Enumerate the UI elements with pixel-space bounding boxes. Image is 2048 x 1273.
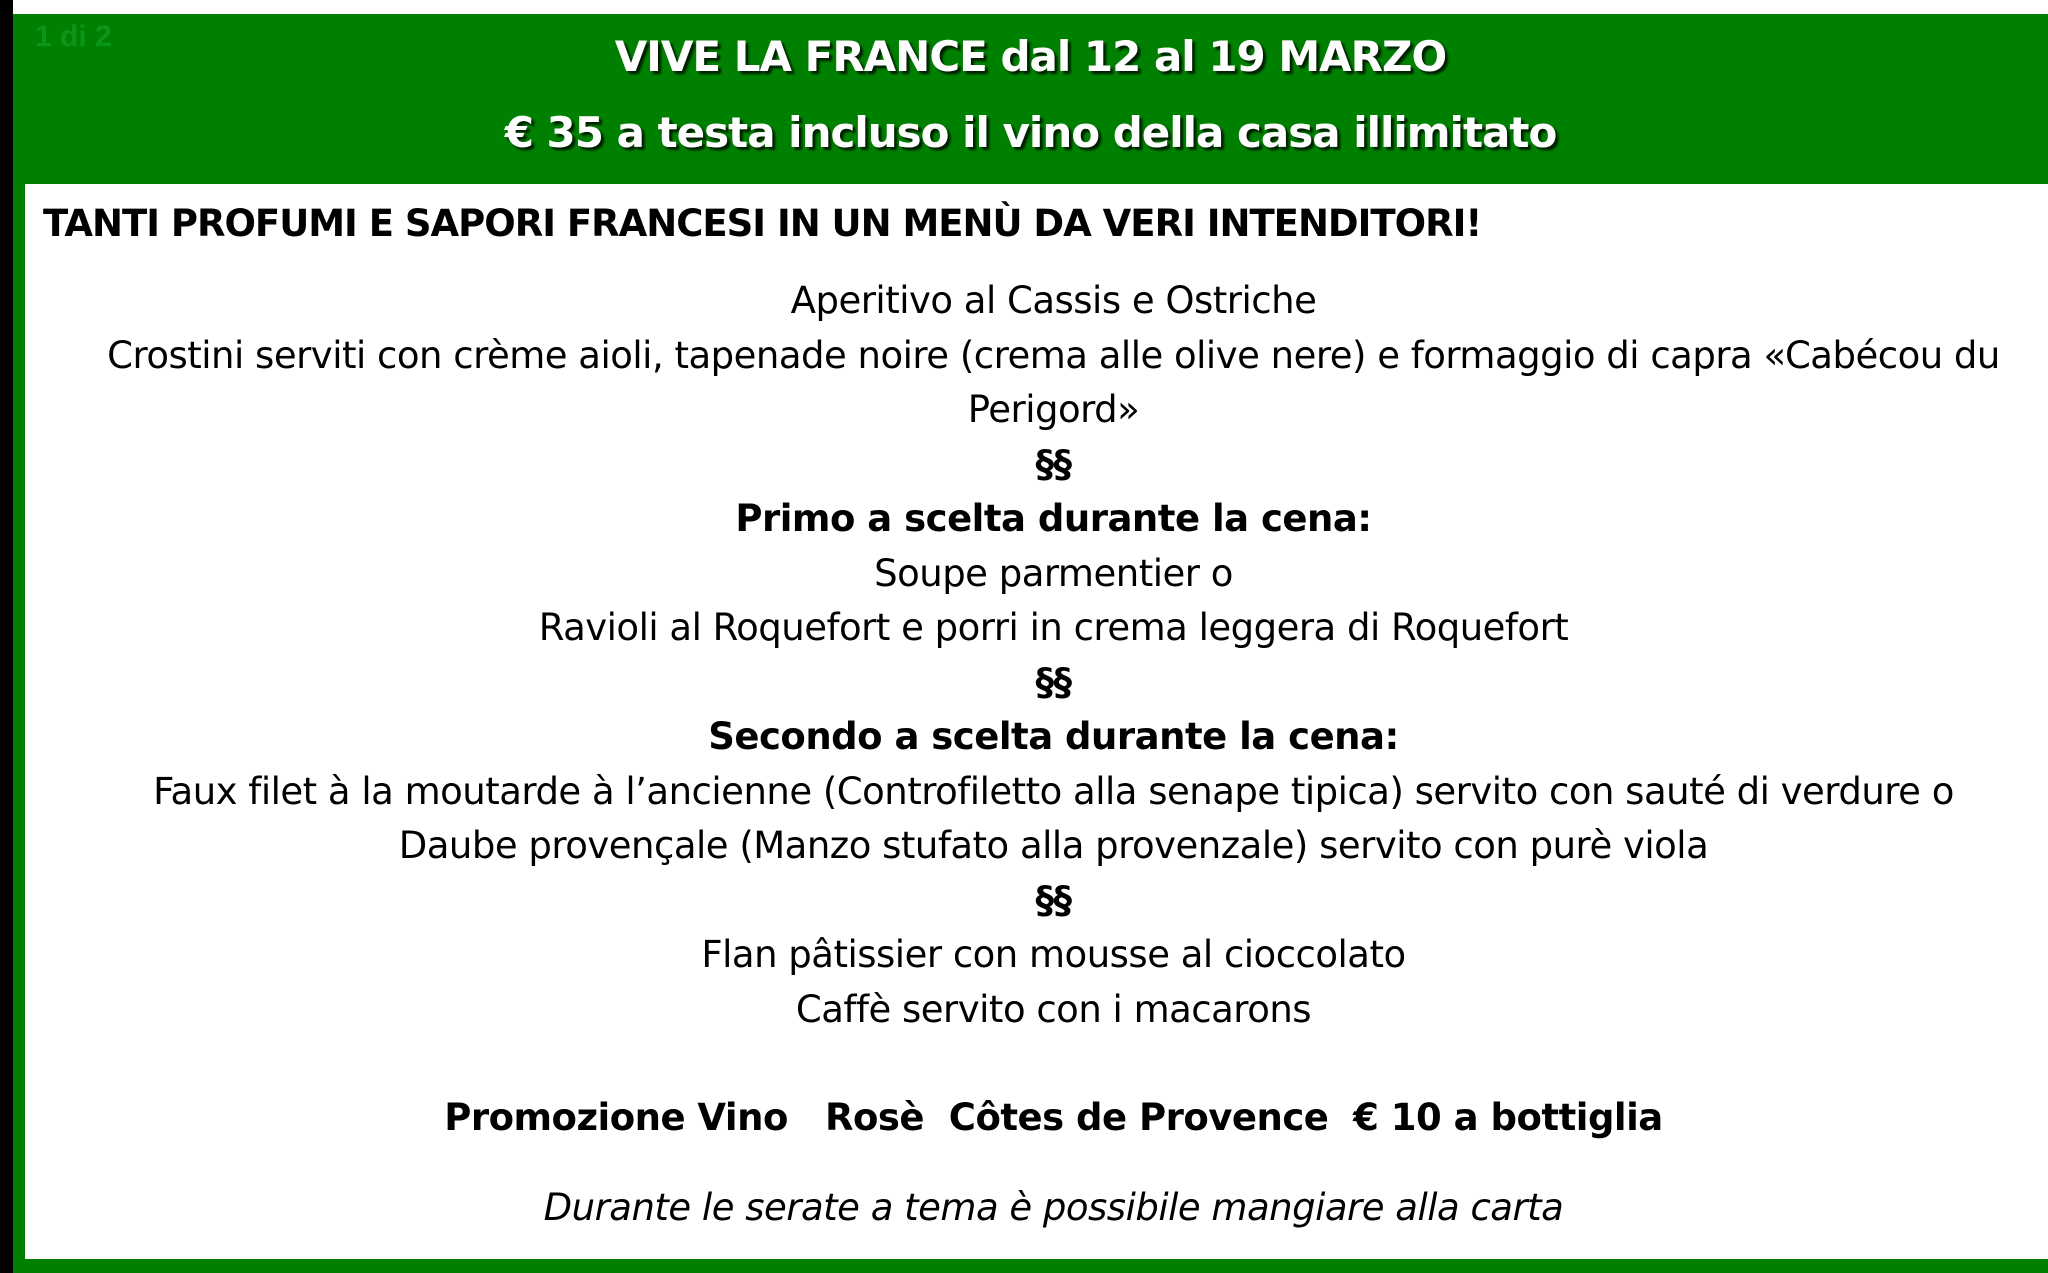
page-counter: 1 di 2 bbox=[35, 20, 112, 53]
frame-bottom-border bbox=[13, 1259, 2048, 1273]
tagline: TANTI PROFUMI E SAPORI FRANCESI IN UN MENÙ DA VERI INTENDITORI! bbox=[43, 202, 1482, 245]
menu-item-primo-2: Ravioli al Roquefort e porri in crema leggera di Roquefort bbox=[538, 606, 1569, 649]
menu-item-crostini: Crostini serviti con crème aioli, tapenade noire (crema alle olive nere) e formaggio di capra «Cabécou du Perigord» bbox=[107, 333, 2000, 431]
primo-heading: Primo a scelta durante la cena: bbox=[735, 497, 1372, 540]
header-price: € 35 a testa incluso il vino della casa illimitato bbox=[504, 108, 1557, 157]
secondo-heading: Secondo a scelta durante la cena: bbox=[708, 715, 1399, 758]
course-separator: §§ bbox=[1035, 660, 1072, 704]
header-title: VIVE LA FRANCE dal 12 al 19 MARZO bbox=[614, 32, 1447, 81]
menu-list bbox=[61, 274, 2046, 1037]
left-edge-bar bbox=[0, 0, 13, 1273]
wine-promo: Promozione Vino Rosè Côtes de Provence € 10 a bottiglia bbox=[444, 1096, 1663, 1139]
menu-item-caffe: Caffè servito con i macarons bbox=[795, 987, 1312, 1031]
menu-item-secondo-2: Daube provençale (Manzo stufato alla provenzale) servito con purè viola bbox=[398, 824, 1709, 867]
footnote: Durante le serate a tema è possibile mangiare alla carta bbox=[543, 1186, 1564, 1229]
course-separator: §§ bbox=[1035, 878, 1072, 922]
menu-slide bbox=[13, 0, 2048, 1273]
menu-item-primo-1: Soupe parmentier o bbox=[874, 551, 1233, 595]
menu-item-aperitivo: Aperitivo al Cassis e Ostriche bbox=[790, 279, 1317, 322]
menu-item-dessert: Flan pâtissier con mousse al cioccolato bbox=[701, 933, 1406, 976]
course-separator: §§ bbox=[1035, 442, 1072, 486]
menu-item-secondo-1: Faux filet à la moutarde à l’ancienne (Controfiletto alla senape tipica) servito con sauté di verdure o bbox=[153, 769, 1954, 813]
frame-left-border bbox=[13, 14, 25, 1273]
